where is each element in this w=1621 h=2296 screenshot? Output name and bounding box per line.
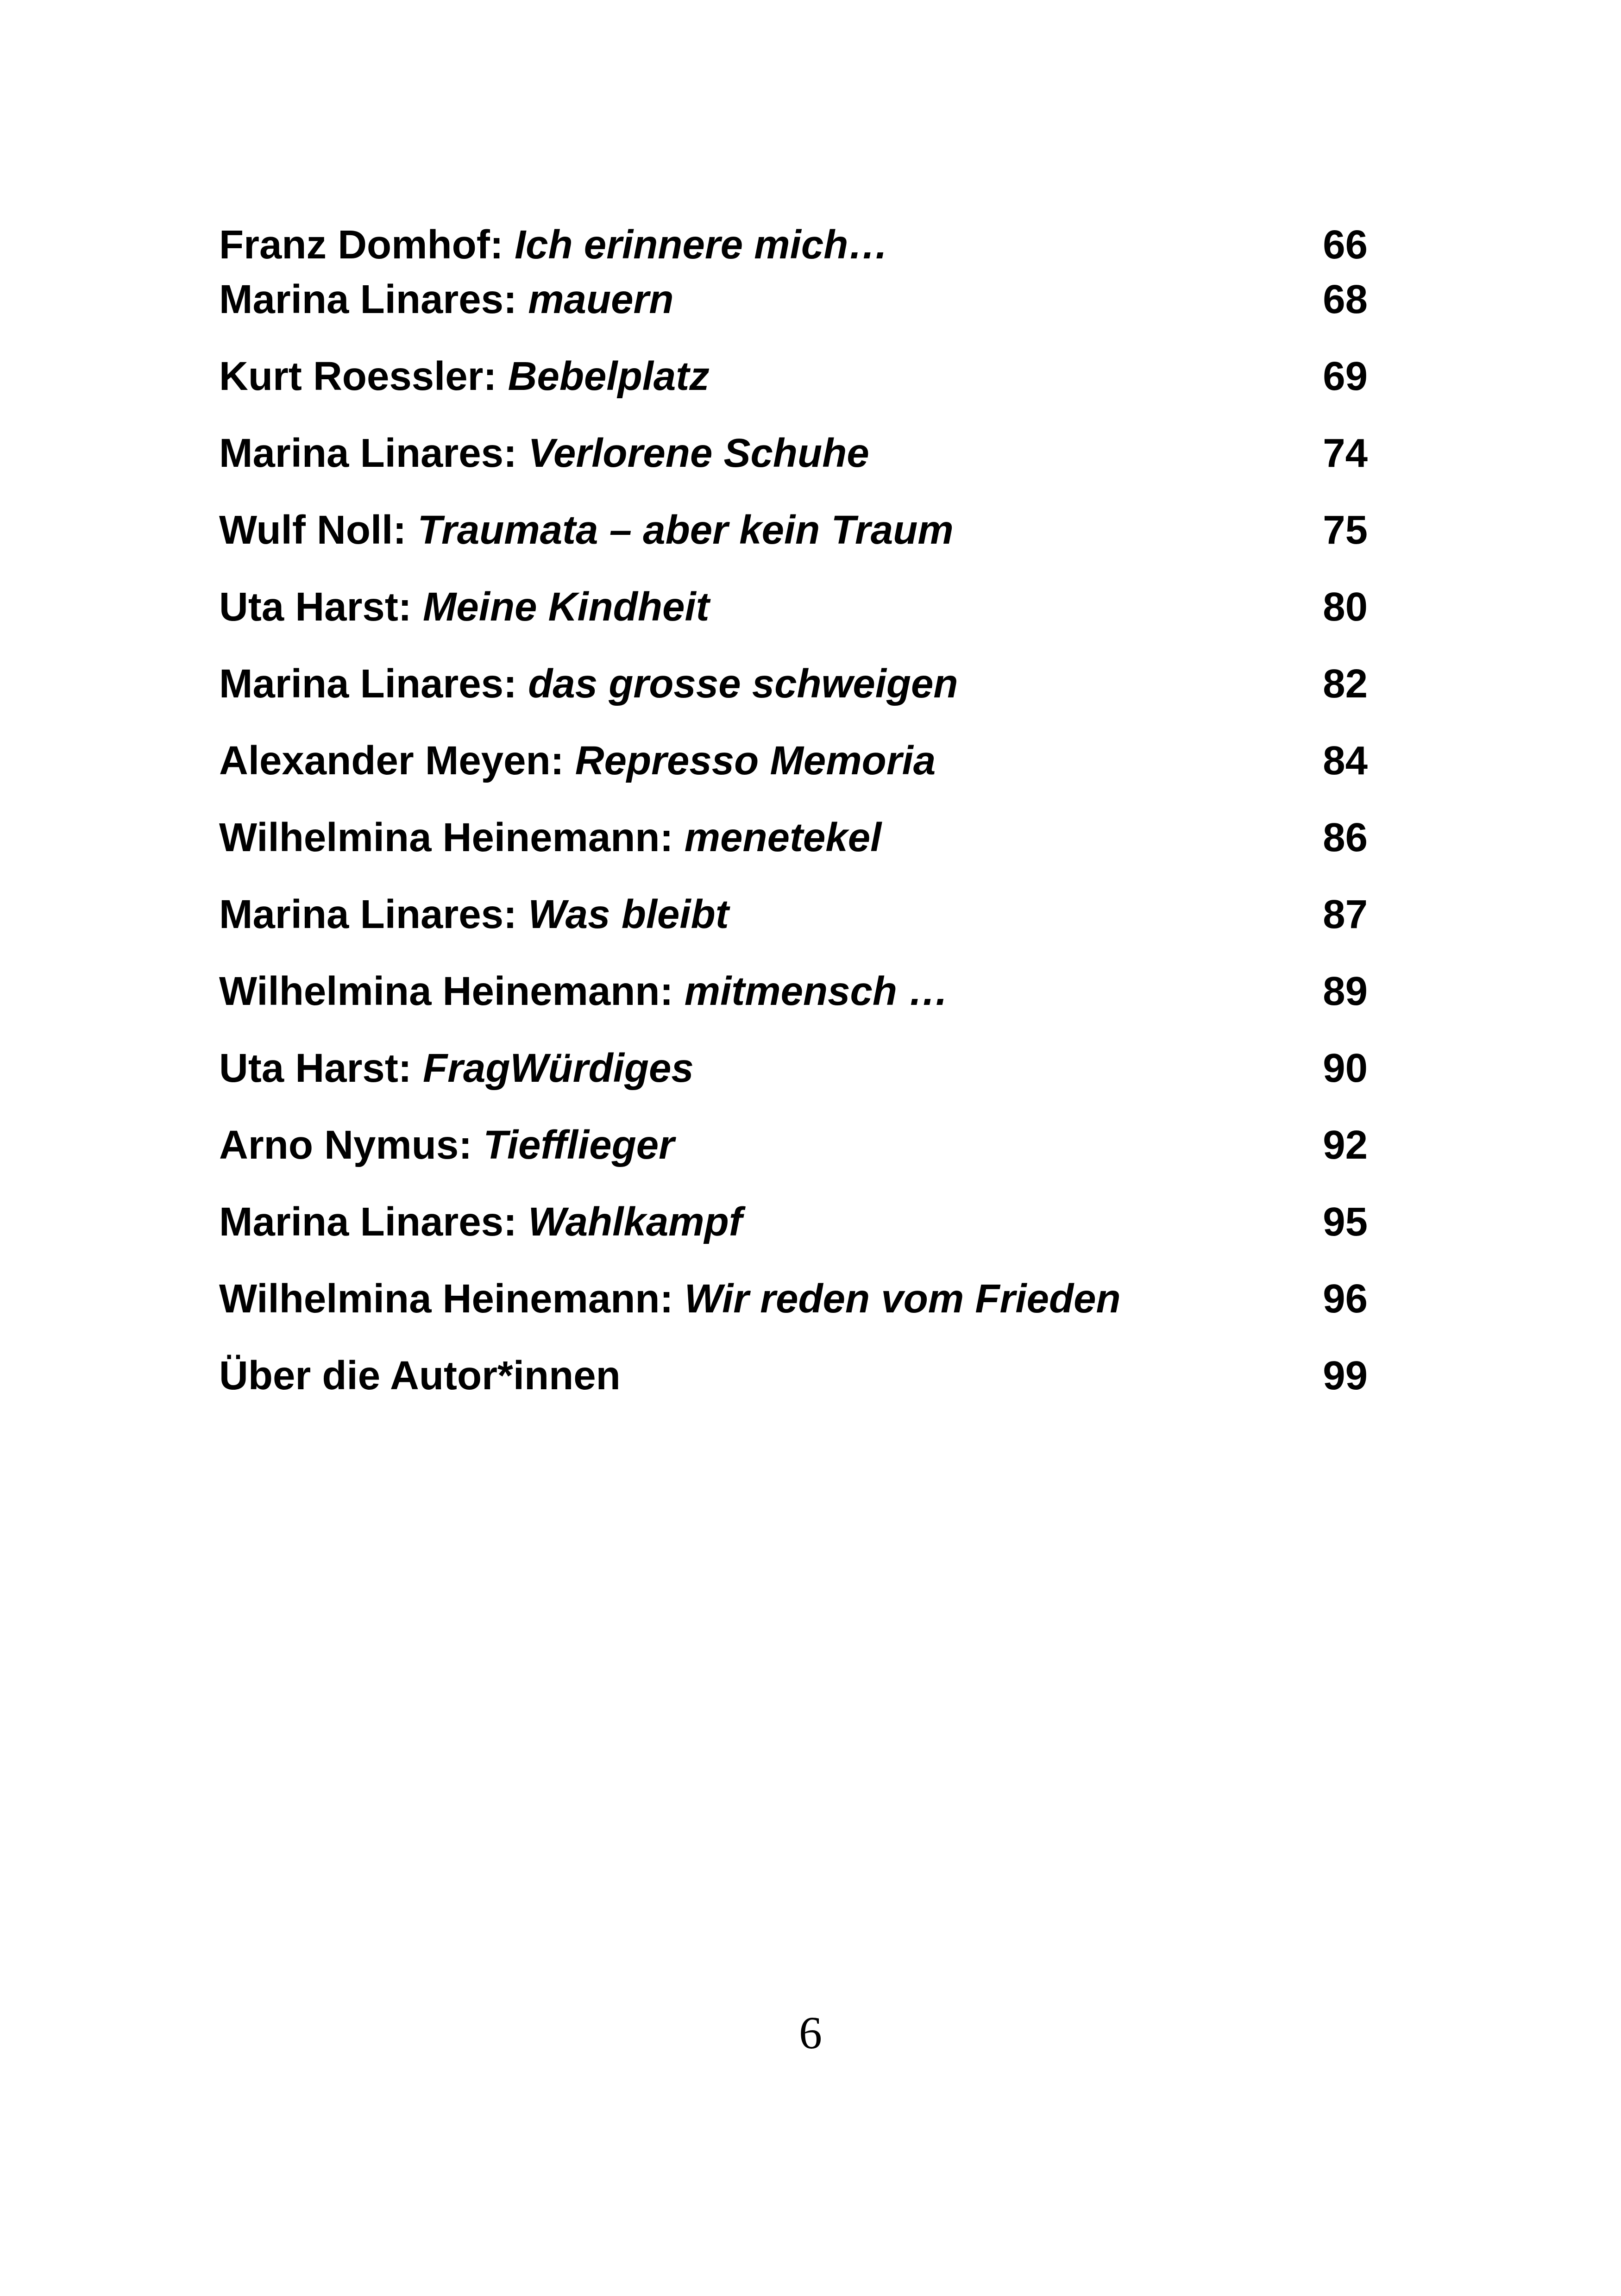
toc-title: FragWürdiges	[422, 1046, 694, 1091]
toc-title: Was bleibt	[528, 892, 729, 937]
toc-author: Kurt Roessler:	[219, 354, 508, 399]
toc-page-number: 84	[1323, 738, 1368, 783]
toc-entry-text	[219, 1118, 674, 1173]
toc-entry	[219, 218, 1368, 272]
toc-page-number: 69	[1323, 354, 1368, 399]
toc-author: Arno Nymus:	[219, 1123, 484, 1167]
toc-entry-text	[219, 426, 869, 481]
toc-author: Wilhelmina Heinemann:	[219, 1276, 685, 1321]
toc-entry	[219, 657, 1368, 711]
toc-page-number: 80	[1323, 584, 1368, 629]
toc-title: das grosse schweigen	[528, 661, 958, 706]
toc-page-number: 87	[1323, 892, 1368, 937]
toc-entry	[219, 503, 1368, 558]
toc-entry-text	[219, 272, 673, 327]
toc-page-number: 92	[1323, 1123, 1368, 1167]
toc-title: Represso Memoria	[575, 738, 936, 783]
toc-author: Marina Linares:	[219, 661, 528, 706]
toc-entry-text	[219, 734, 936, 788]
toc-entry-text	[219, 964, 949, 1019]
toc-title: Tiefflieger	[483, 1123, 675, 1167]
toc-title: Meine Kindheit	[422, 584, 710, 629]
toc-author: Marina Linares:	[219, 892, 528, 937]
toc-page-number: 96	[1323, 1276, 1368, 1321]
toc-author: Marina Linares:	[219, 277, 528, 322]
toc-author: Wulf Noll:	[219, 508, 418, 552]
toc-page-number: 99	[1323, 1353, 1368, 1398]
toc-entry	[219, 1195, 1368, 1249]
toc-entry	[219, 272, 1368, 327]
toc-title: Wir reden vom Frieden	[684, 1276, 1121, 1321]
toc-entry	[219, 1349, 1368, 1403]
toc-entry	[219, 349, 1368, 404]
toc-entry-text	[219, 887, 729, 942]
toc-entry	[219, 964, 1368, 1019]
table-of-contents	[219, 218, 1368, 1425]
toc-author: Uta Harst:	[219, 584, 423, 629]
toc-entry-text	[219, 1195, 742, 1249]
toc-page-number: 89	[1323, 969, 1368, 1014]
toc-title: Verlorene Schuhe	[528, 431, 869, 476]
toc-entry-text	[219, 349, 710, 404]
toc-entry	[219, 580, 1368, 634]
toc-entry-text	[219, 580, 710, 634]
toc-entry-text	[219, 1272, 1121, 1326]
toc-title: mitmensch …	[684, 969, 949, 1014]
toc-page-number: 82	[1323, 661, 1368, 706]
toc-title: menetekel	[684, 815, 882, 860]
toc-page-number: 90	[1323, 1046, 1368, 1091]
toc-entry	[219, 887, 1368, 942]
toc-author: Franz Domhof:	[219, 222, 515, 267]
page-number: 6	[799, 2007, 822, 2058]
toc-title: Bebelplatz	[508, 354, 710, 399]
toc-page-number: 75	[1323, 508, 1368, 552]
toc-entry-text	[219, 810, 881, 865]
toc-title: Ich erinnere mich…	[514, 222, 889, 267]
toc-page-number: 86	[1323, 815, 1368, 860]
toc-author: Marina Linares:	[219, 431, 528, 476]
toc-entry	[219, 734, 1368, 788]
toc-title: Wahlkampf	[528, 1199, 742, 1244]
toc-entry	[219, 1041, 1368, 1096]
toc-page-number: 95	[1323, 1199, 1368, 1244]
toc-author: Wilhelmina Heinemann:	[219, 969, 685, 1014]
toc-entry	[219, 1118, 1368, 1173]
toc-entry	[219, 1272, 1368, 1326]
toc-entry-text	[219, 1349, 621, 1403]
toc-page-number: 66	[1323, 222, 1368, 267]
toc-title: mauern	[528, 277, 674, 322]
toc-page-number: 68	[1323, 277, 1368, 322]
toc-entry	[219, 810, 1368, 865]
toc-author: Uta Harst:	[219, 1046, 423, 1091]
toc-entry-text	[219, 657, 958, 711]
toc-entry	[219, 426, 1368, 481]
toc-page-number: 74	[1323, 431, 1368, 476]
toc-author: Über die Autor*innen	[219, 1353, 621, 1398]
toc-entry-text	[219, 218, 888, 272]
toc-entry-text	[219, 1041, 694, 1096]
toc-author: Wilhelmina Heinemann:	[219, 815, 685, 860]
toc-entry-text	[219, 503, 954, 558]
toc-author: Alexander Meyen:	[219, 738, 575, 783]
toc-title: Traumata – aber kein Traum	[417, 508, 954, 552]
toc-author: Marina Linares:	[219, 1199, 528, 1244]
